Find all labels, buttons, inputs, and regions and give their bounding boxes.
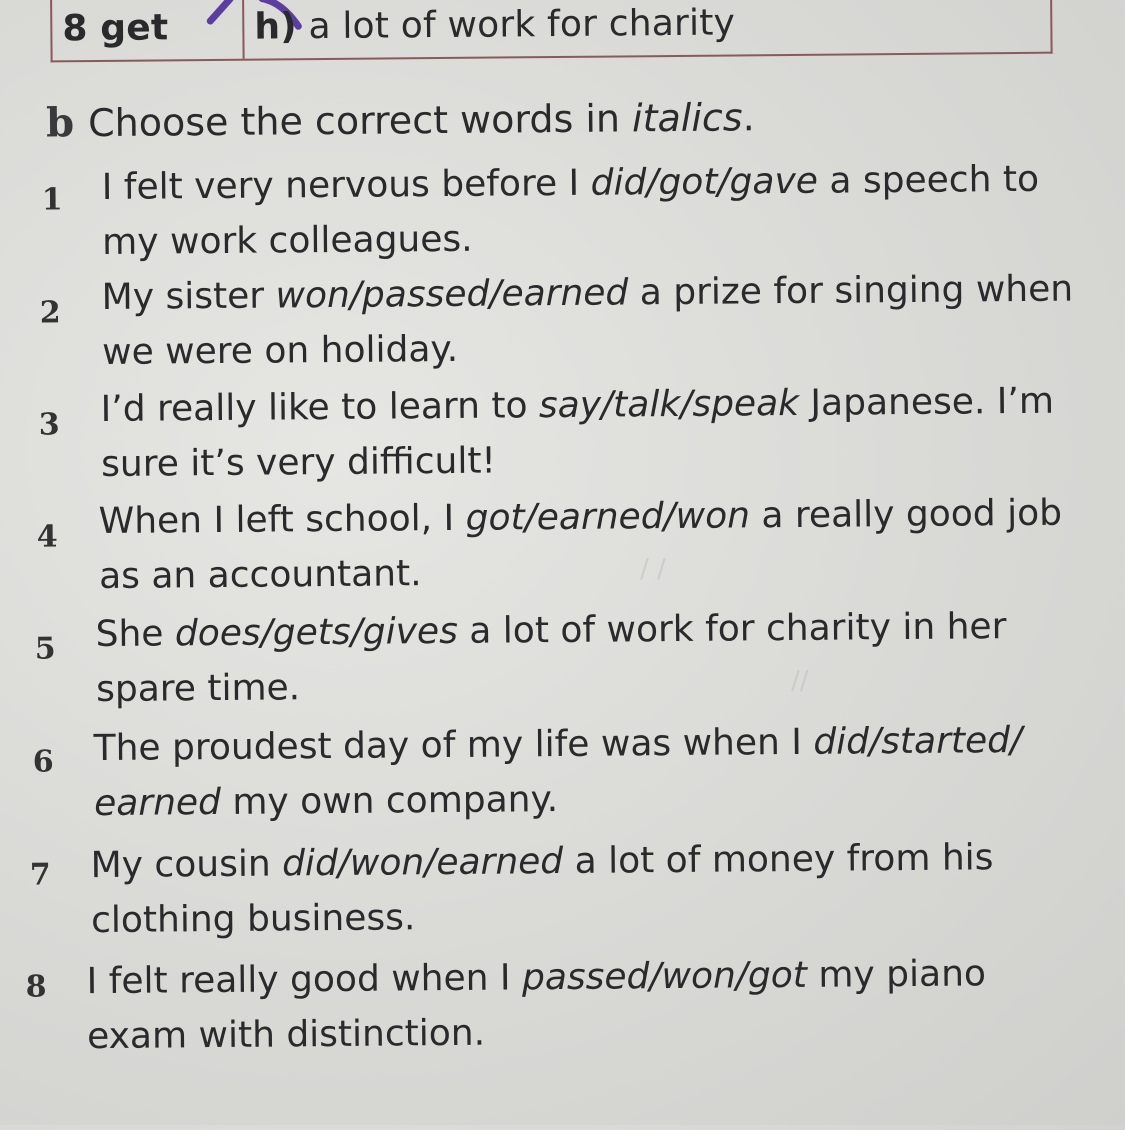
item-text: my piano [807, 953, 986, 996]
exercise-item [86, 946, 986, 1064]
item-text: I felt very nervous before I [102, 163, 591, 208]
heading-italic: italics [632, 95, 743, 140]
show-through-mark: / / [640, 554, 666, 584]
item-line-2 [101, 429, 1055, 492]
item-options[interactable]: did/started/ [813, 720, 1022, 763]
heading-period: . [742, 95, 754, 139]
item-text: spare time. [96, 667, 300, 710]
item-options[interactable]: got/earned/won [465, 495, 750, 538]
item-options[interactable]: does/gets/gives [175, 611, 458, 654]
exercise-letter: b [46, 99, 74, 146]
exercise-heading [46, 93, 755, 146]
item-line-2 [91, 885, 994, 948]
show-through-mark: // [791, 666, 809, 696]
item-options[interactable]: say/talk/speak [539, 383, 799, 426]
item-options[interactable]: won/passed/earned [275, 272, 628, 316]
heading-text: Choose the correct words in [88, 96, 632, 145]
item-line-2 [102, 207, 1040, 270]
item-number: 4 [37, 509, 58, 564]
item-line-1 [95, 599, 1006, 662]
item-text: we were on holiday. [102, 329, 458, 373]
item-line-1 [98, 486, 1062, 549]
item-line-2 [102, 317, 1074, 380]
item-text: exam with distinction. [87, 1013, 485, 1057]
match-right-letter: h) [254, 6, 297, 47]
item-text: I felt really good when I [86, 957, 522, 1002]
item-options[interactable]: did/got/gave [590, 161, 818, 204]
exercise-item [98, 486, 1062, 604]
match-left-cell: 8 get [62, 7, 168, 49]
item-text: I’d really like to learn to [100, 385, 539, 430]
item-text: My cousin [90, 843, 282, 886]
item-text: as an accountant. [99, 553, 422, 597]
exercise-item [100, 374, 1054, 492]
item-options[interactable]: did/won/earned [282, 841, 563, 884]
matching-table-row [50, 0, 1053, 62]
exercise-item [95, 599, 1007, 717]
item-text: my work colleagues. [102, 219, 473, 263]
item-text: a really good job [750, 493, 1062, 537]
item-number: 6 [33, 734, 54, 789]
item-text: sure it’s very difficult! [101, 441, 496, 485]
match-right-text: a lot of work for charity [308, 2, 735, 47]
exercise-item [101, 262, 1073, 380]
item-text: The proudest day of my life was when I [93, 722, 813, 769]
item-number: 2 [40, 285, 61, 340]
item-number: 8 [25, 959, 46, 1014]
item-line-1 [100, 374, 1054, 437]
item-number: 3 [39, 397, 60, 452]
item-number: 5 [35, 621, 56, 676]
item-line-1 [93, 713, 1022, 776]
item-line-2 [99, 541, 1063, 604]
item-line-2 [96, 654, 1007, 717]
item-options[interactable]: earned [94, 782, 221, 824]
item-line-2 [87, 1001, 987, 1064]
item-text: a speech to [818, 159, 1039, 202]
item-number: 1 [42, 172, 63, 227]
exercise-item [93, 713, 1022, 831]
item-line-1 [90, 830, 993, 893]
match-right-cell [254, 2, 735, 47]
item-text: My sister [102, 275, 276, 318]
item-number: 7 [29, 847, 50, 902]
item-line-2 [94, 768, 1023, 831]
exercise-item [90, 830, 994, 948]
item-text: my own company. [221, 779, 559, 823]
item-line-1 [86, 946, 986, 1009]
item-text: Japanese. I’m [799, 381, 1054, 424]
item-line-1 [101, 262, 1073, 325]
item-line-1 [101, 152, 1039, 215]
item-options[interactable]: passed/won/got [522, 955, 807, 998]
item-text: a prize for singing when [628, 269, 1073, 314]
item-text: When I left school, I [98, 498, 465, 542]
item-text: a lot of money from his [563, 837, 994, 882]
exercise-item [101, 152, 1039, 270]
item-text: She [95, 613, 175, 655]
item-text: a lot of work for charity in her [458, 606, 1007, 652]
item-text: clothing business. [91, 897, 416, 941]
